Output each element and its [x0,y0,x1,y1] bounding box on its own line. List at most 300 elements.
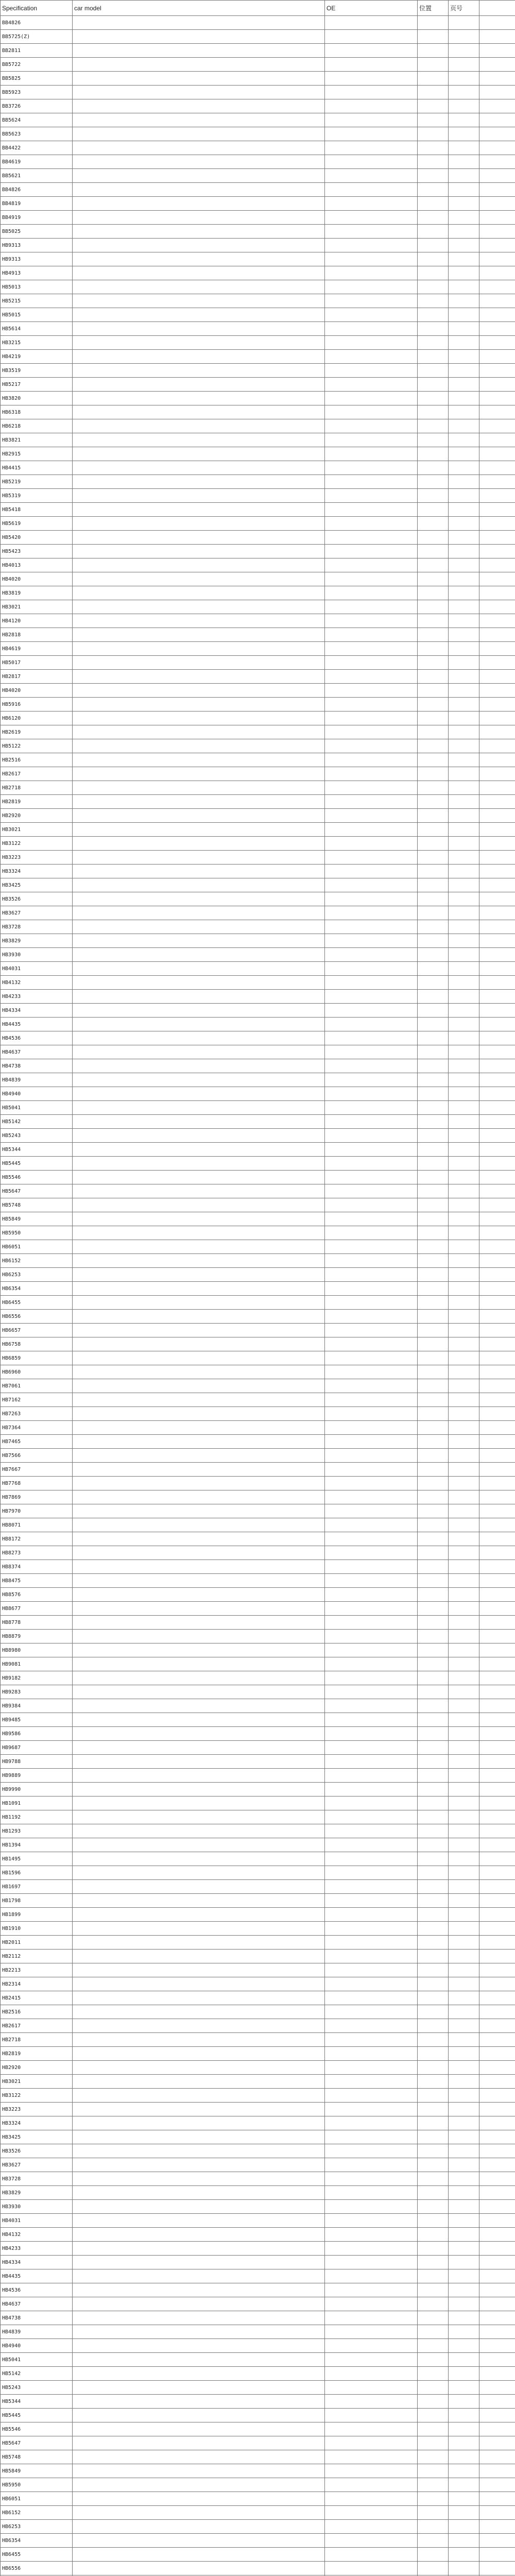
page-cell [449,1115,479,1129]
table-row [1,1490,515,1504]
position-cell [418,920,449,934]
page-cell [449,1324,479,1337]
position-cell [418,753,449,767]
spec-cell: HB6318 [1,405,73,419]
model-cell [73,1532,325,1546]
extra-cell [479,1671,515,1685]
page-cell [449,197,479,211]
model-cell [73,1824,325,1838]
page-cell [449,684,479,698]
oe-cell [325,1977,418,1991]
spec-cell: HB5849 [1,1212,73,1226]
oe-cell [325,2186,418,2200]
oe-cell [325,1950,418,1963]
spec-cell: HB7869 [1,1490,73,1504]
position-cell [418,1727,449,1741]
table-row [1,1518,515,1532]
extra-cell [479,1574,515,1588]
oe-cell [325,30,418,44]
model-cell [73,1797,325,1810]
oe-cell [325,280,418,294]
page-cell [449,1449,479,1463]
model-cell [73,1643,325,1657]
table-row [1,572,515,586]
table-row [1,1198,515,1212]
page-cell [449,405,479,419]
position-cell [418,711,449,725]
oe-cell [325,447,418,461]
oe-cell [325,1212,418,1226]
table-row [1,990,515,1004]
model-cell [73,2548,325,2562]
model-cell [73,2186,325,2200]
page-cell [449,628,479,642]
oe-cell [325,1073,418,1087]
model-cell [73,628,325,642]
extra-cell [479,1351,515,1365]
page-cell [449,266,479,280]
spec-cell: HB3821 [1,433,73,447]
oe-cell [325,1171,418,1184]
model-cell [73,1838,325,1852]
table-row [1,1421,515,1435]
position-cell [418,1685,449,1699]
model-cell [73,1950,325,1963]
table-row [1,280,515,294]
oe-cell [325,350,418,364]
oe-cell [325,517,418,531]
spec-cell: HB2619 [1,725,73,739]
table-row [1,614,515,628]
position-cell [418,1045,449,1059]
page-cell [449,2269,479,2283]
oe-cell [325,2464,418,2478]
page-cell [449,1282,479,1296]
extra-cell [479,1852,515,1866]
extra-cell [479,2436,515,2450]
oe-cell [325,1727,418,1741]
table-row [1,1268,515,1282]
page-cell [449,823,479,837]
table-row [1,2242,515,2256]
spec-cell: HB3324 [1,2116,73,2130]
spec-cell: HB2314 [1,1977,73,1991]
oe-cell [325,99,418,113]
position-cell [418,503,449,517]
extra-cell [479,58,515,72]
oe-cell [325,600,418,614]
model-cell [73,1045,325,1059]
oe-cell [325,1922,418,1936]
extra-cell [479,1713,515,1727]
spec-cell: HB6051 [1,2492,73,2506]
oe-cell [325,252,418,266]
spec-cell: HB6960 [1,1365,73,1379]
extra-cell [479,1184,515,1198]
table-row [1,2478,515,2492]
extra-cell [479,1824,515,1838]
table-row [1,892,515,906]
model-cell [73,1240,325,1254]
oe-cell [325,2381,418,2395]
oe-cell [325,1546,418,1560]
page-cell [449,58,479,72]
extra-cell [479,2478,515,2492]
extra-cell [479,1449,515,1463]
oe-cell [325,990,418,1004]
position-cell [418,127,449,141]
spec-cell: HB5423 [1,545,73,558]
model-cell [73,2047,325,2061]
model-cell [73,2242,325,2256]
spec-cell: BB5621 [1,169,73,183]
oe-cell [325,1379,418,1393]
model-cell [73,1031,325,1045]
page-cell [449,2158,479,2172]
position-cell [418,183,449,197]
table-row [1,2367,515,2381]
oe-cell [325,58,418,72]
page-cell [449,99,479,113]
table-row [1,1560,515,1574]
table-row [1,1602,515,1616]
page-cell [449,2381,479,2395]
page-cell [449,1866,479,1880]
position-cell [418,2409,449,2422]
page-cell [449,2144,479,2158]
page-cell [449,1504,479,1518]
page-cell [449,711,479,725]
page-cell [449,378,479,392]
page-cell [449,336,479,350]
extra-cell [479,2381,515,2395]
table-row [1,489,515,503]
model-cell [73,378,325,392]
table-row [1,44,515,58]
position-cell [418,44,449,58]
spec-cell: HB2818 [1,628,73,642]
position-cell [418,2089,449,2103]
position-cell [418,1477,449,1490]
model-cell [73,1963,325,1977]
model-cell [73,962,325,976]
position-cell [418,2548,449,2562]
position-cell [418,2228,449,2242]
oe-cell [325,461,418,475]
table-row [1,86,515,99]
model-cell [73,1880,325,1894]
position-cell [418,586,449,600]
spec-cell: BB4919 [1,211,73,225]
extra-cell [479,2033,515,2047]
position-cell [418,2200,449,2214]
page-cell [449,1657,479,1671]
model-cell [73,183,325,197]
spec-cell: HB4839 [1,1073,73,1087]
extra-cell [479,461,515,475]
spec-cell: HB8374 [1,1560,73,1574]
page-cell [449,1602,479,1616]
page-cell [449,2005,479,2019]
model-cell [73,1337,325,1351]
position-cell [418,252,449,266]
model-cell [73,405,325,419]
position-cell [418,851,449,865]
model-cell [73,72,325,86]
position-cell [418,489,449,503]
model-cell [73,2144,325,2158]
oe-cell [325,433,418,447]
page-cell [449,920,479,934]
position-cell [418,1324,449,1337]
model-cell [73,865,325,878]
oe-cell [325,2130,418,2144]
extra-cell [479,711,515,725]
table-row [1,2214,515,2228]
extra-cell [479,2103,515,2116]
position-cell [418,642,449,656]
model-cell [73,1894,325,1908]
spec-cell: HB5748 [1,2450,73,2464]
table-row [1,183,515,197]
model-cell [73,419,325,433]
page-cell [449,2506,479,2520]
page-cell [449,725,479,739]
extra-cell [479,1518,515,1532]
model-cell [73,2353,325,2367]
position-cell [418,1240,449,1254]
extra-cell [479,1532,515,1546]
model-cell [73,1324,325,1337]
table-row [1,1087,515,1101]
table-row [1,350,515,364]
spec-cell: HB3627 [1,2158,73,2172]
spec-cell: HB9687 [1,1741,73,1755]
model-cell [73,2130,325,2144]
oe-cell [325,1532,418,1546]
position-cell [418,2492,449,2506]
table-row [1,1546,515,1560]
spec-cell: HB5217 [1,378,73,392]
spec-cell: HB7667 [1,1463,73,1477]
position-cell [418,1518,449,1532]
table-row [1,1393,515,1407]
spec-cell: HB3829 [1,2186,73,2200]
extra-cell [479,266,515,280]
table-row [1,2130,515,2144]
position-cell [418,1157,449,1171]
oe-cell [325,1351,418,1365]
page-cell [449,2283,479,2297]
position-cell [418,2005,449,2019]
position-cell [418,1337,449,1351]
position-cell [418,1101,449,1115]
table-row [1,2520,515,2534]
table-row [1,1936,515,1950]
model-cell [73,1713,325,1727]
table-row [1,1337,515,1351]
oe-cell [325,2478,418,2492]
page-cell [449,2367,479,2381]
spec-cell: HB5344 [1,2395,73,2409]
position-cell [418,1671,449,1685]
model-cell [73,30,325,44]
table-row [1,1532,515,1546]
page-cell [449,2033,479,2047]
extra-cell [479,252,515,266]
model-cell [73,739,325,753]
page-cell [449,698,479,711]
position-cell [418,1115,449,1129]
page-cell [449,2478,479,2492]
spec-cell: HB3223 [1,851,73,865]
spec-cell: BB5923 [1,86,73,99]
model-cell [73,1254,325,1268]
spec-cell: HB4233 [1,990,73,1004]
table-row [1,531,515,545]
model-cell [73,1198,325,1212]
oe-cell [325,2353,418,2367]
table-row [1,113,515,127]
position-cell [418,1755,449,1769]
model-cell [73,489,325,503]
extra-cell [479,1769,515,1783]
oe-cell [325,183,418,197]
model-cell [73,531,325,545]
position-cell [418,1630,449,1643]
page-cell [449,906,479,920]
extra-cell [479,2409,515,2422]
table-row [1,753,515,767]
oe-cell [325,1574,418,1588]
table-row [1,16,515,30]
extra-cell [479,155,515,169]
extra-cell [479,1699,515,1713]
oe-cell [325,1741,418,1755]
oe-cell [325,1087,418,1101]
spec-cell: HB6455 [1,1296,73,1310]
spec-cell: HB4031 [1,2214,73,2228]
oe-cell [325,1421,418,1435]
position-cell [418,2061,449,2075]
table-row [1,2283,515,2297]
oe-cell [325,642,418,656]
table-row [1,1699,515,1713]
extra-cell [479,1240,515,1254]
page-cell [449,2242,479,2256]
model-cell [73,934,325,948]
position-cell [418,433,449,447]
extra-cell [479,2242,515,2256]
extra-cell [479,865,515,878]
table-row [1,2089,515,2103]
position-cell [418,614,449,628]
position-cell [418,1657,449,1671]
model-cell [73,503,325,517]
spec-cell: HB6657 [1,1324,73,1337]
oe-cell [325,2228,418,2242]
table-row [1,2381,515,2395]
page-cell [449,1643,479,1657]
oe-cell [325,739,418,753]
extra-cell [479,2116,515,2130]
page-cell [449,545,479,558]
oe-cell [325,308,418,322]
extra-cell [479,934,515,948]
position-cell [418,405,449,419]
oe-cell [325,2103,418,2116]
table-row [1,684,515,698]
position-cell [418,2381,449,2395]
oe-cell [325,127,418,141]
model-cell [73,1101,325,1115]
extra-cell [479,99,515,113]
spec-cell: HB1495 [1,1852,73,1866]
position-cell [418,169,449,183]
oe-cell [325,1031,418,1045]
oe-cell [325,1908,418,1922]
page-cell [449,1059,479,1073]
model-cell [73,141,325,155]
model-cell [73,1616,325,1630]
extra-cell [479,308,515,322]
page-cell [449,2534,479,2548]
oe-cell [325,2367,418,2381]
page-cell [449,878,479,892]
model-cell [73,433,325,447]
extra-cell [479,1393,515,1407]
spec-cell: HB6152 [1,1254,73,1268]
extra-cell [479,378,515,392]
extra-cell [479,2325,515,2339]
oe-cell [325,1296,418,1310]
spec-cell: BB5825 [1,72,73,86]
model-cell [73,698,325,711]
position-cell [418,906,449,920]
model-cell [73,1922,325,1936]
model-cell [73,990,325,1004]
extra-cell [479,976,515,990]
table-row [1,1727,515,1741]
extra-cell [479,1463,515,1477]
table-row [1,1685,515,1699]
position-cell [418,878,449,892]
model-cell [73,2520,325,2534]
extra-cell [479,892,515,906]
model-cell [73,2005,325,2019]
model-cell [73,280,325,294]
spec-cell: HB5013 [1,280,73,294]
extra-cell [479,2534,515,2548]
table-row [1,2548,515,2562]
position-cell [418,1143,449,1157]
spec-cell: BB4826 [1,16,73,30]
page-cell [449,2450,479,2464]
table-row [1,2269,515,2283]
position-cell [418,990,449,1004]
page-cell [449,2214,479,2228]
table-row [1,1477,515,1490]
spec-cell: HB1293 [1,1824,73,1838]
extra-cell [479,572,515,586]
oe-cell [325,419,418,433]
spec-cell: HB5142 [1,1115,73,1129]
position-cell [418,1699,449,1713]
position-cell [418,1379,449,1393]
page-cell [449,30,479,44]
page-cell [449,1685,479,1699]
model-cell [73,1212,325,1226]
